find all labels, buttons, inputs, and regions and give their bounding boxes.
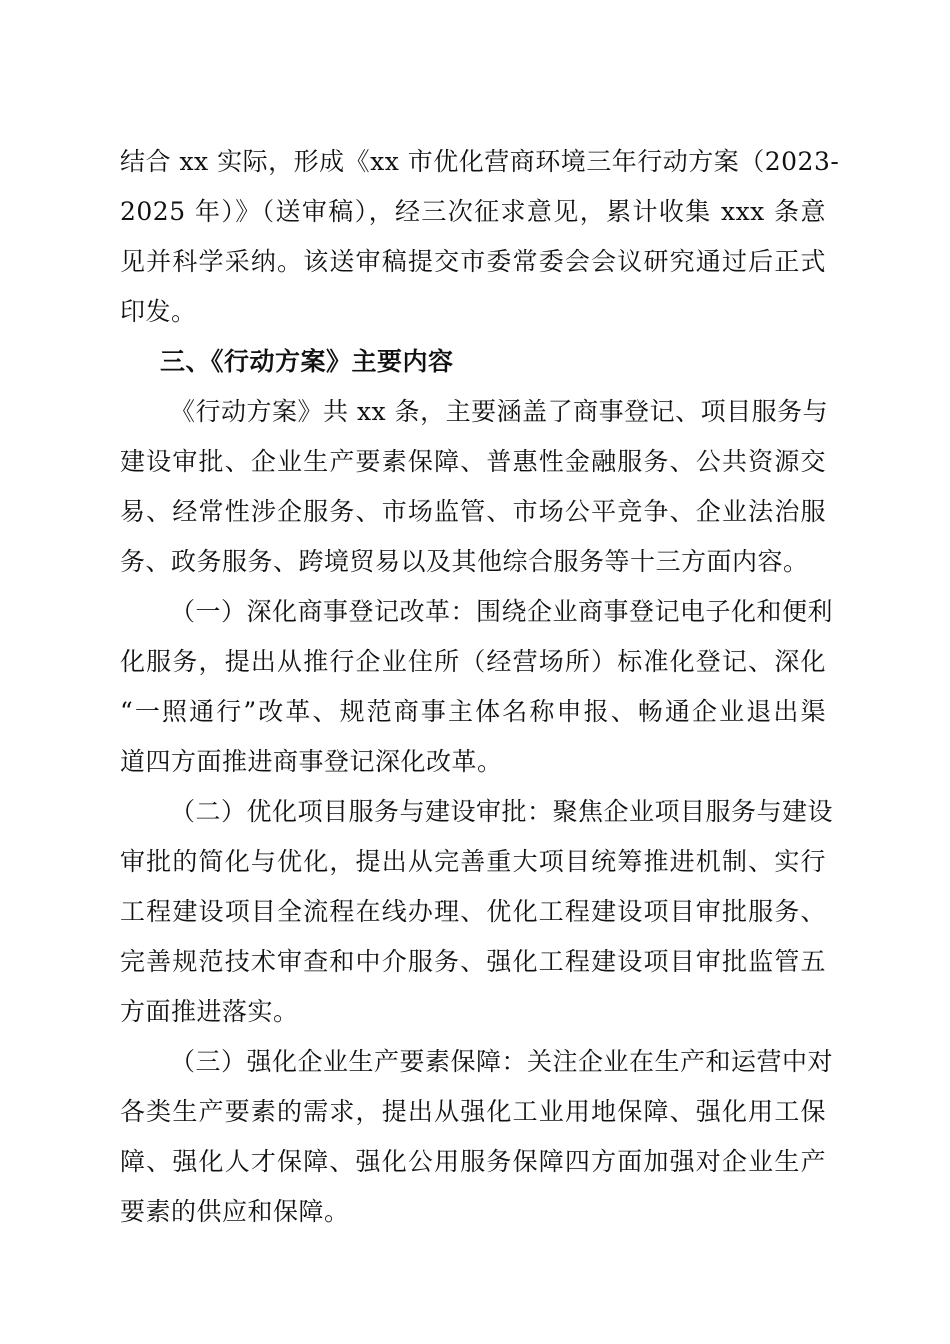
text-line: “一照通行”改革、规范商事主体名称申报、畅通企业退出渠 (120, 697, 826, 726)
paragraph-intro (120, 137, 840, 337)
text-line: （二）优化项目服务与建设审批：聚焦企业项目服务与建设 (170, 797, 834, 826)
text-line: 建设审批、企业生产要素保障、普惠性金融服务、公共资源交 (120, 447, 826, 476)
text-line: 化服务，提出从推行企业住所（经营场所）标准化登记、深化 (120, 647, 826, 676)
text-line: 2025 年）》（送审稿），经三次征求意见，累计收集 xxx 条意 (120, 197, 826, 226)
text-line: 务、政务服务、跨境贸易以及其他综合服务等十三方面内容。 (120, 547, 809, 576)
text-line: （一）深化商事登记改革：围绕企业商事登记电子化和便利 (170, 597, 834, 626)
text-line: 工程建设项目全流程在线办理、优化工程建设项目审批服务、 (120, 897, 826, 926)
text-line: 印发。 (120, 297, 197, 326)
paragraph-overview (120, 387, 829, 587)
text-line: 方面推进落实。 (120, 997, 299, 1026)
section-heading: 三、《行动方案》主要内容 (160, 347, 454, 376)
text-line: （三）强化企业生产要素保障：关注企业在生产和运营中对 (170, 1047, 834, 1076)
text-line: 易、经常性涉企服务、市场监管、市场公平竞争、企业法治服 (120, 497, 826, 526)
text-line: 见并科学采纳。该送审稿提交市委常委会会议研究通过后正式 (120, 247, 826, 276)
text-line: 要素的供应和保障。 (120, 1197, 350, 1226)
text-line: 道四方面推进商事登记深化改革。 (120, 747, 503, 776)
paragraph-item-1 (120, 587, 834, 787)
paragraph-item-2 (120, 787, 834, 1037)
text-line: 各类生产要素的需求，提出从强化工业用地保障、强化用工保 (120, 1097, 826, 1126)
text-line: 审批的简化与优化，提出从完善重大项目统筹推进机制、实行 (120, 847, 826, 876)
text-line: 完善规范技术审查和中介服务、强化工程建设项目审批监管五 (120, 947, 826, 976)
text-line: 《行动方案》共 xx 条，主要涵盖了商事登记、项目服务与 (170, 397, 829, 426)
text-line: 障、强化人才保障、强化公用服务保障四方面加强对企业生产 (120, 1147, 826, 1176)
document-body (120, 137, 840, 1237)
text-line: 结合 xx 实际，形成《xx 市优化营商环境三年行动方案（2023- (120, 147, 840, 176)
paragraph-item-3 (120, 1037, 834, 1237)
